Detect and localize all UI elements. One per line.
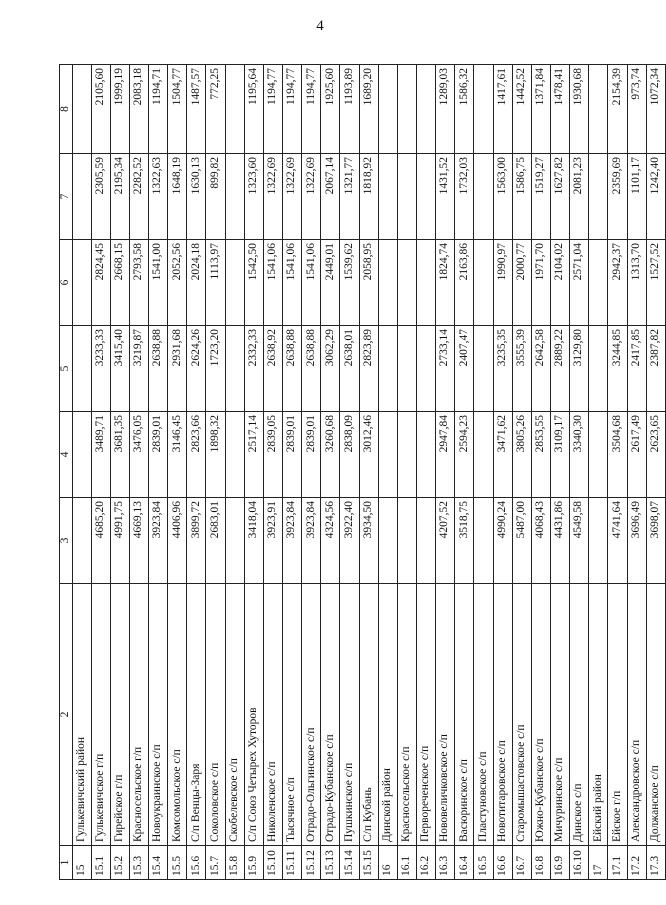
column-header: 6 — [60, 240, 73, 326]
table-row — [72, 65, 91, 880]
row-name-cell: Нововеличковское с/п — [436, 584, 455, 846]
value-cell: 1541,06 — [263, 240, 282, 326]
value-cell — [474, 412, 493, 498]
row-name-cell: Красносельское с/п — [397, 584, 416, 846]
value-cell: 4549,58 — [570, 498, 589, 584]
value-cell: 3923,84 — [302, 498, 321, 584]
value-cell: 1323,60 — [244, 154, 263, 240]
row-name-cell: Красносельское г/п — [129, 584, 148, 846]
value-cell: 2668,15 — [110, 240, 129, 326]
row-index-cell: 17.1 — [608, 846, 627, 880]
value-cell: 3923,84 — [149, 498, 168, 584]
value-cell: 1527,52 — [646, 240, 665, 326]
value-cell: 3696,49 — [627, 498, 646, 584]
value-cell: 3471,62 — [493, 412, 512, 498]
value-cell — [397, 65, 416, 154]
value-cell: 2154,39 — [608, 65, 627, 154]
value-cell: 1648,19 — [168, 154, 187, 240]
value-cell: 3698,07 — [646, 498, 665, 584]
row-name-cell: Новоукраинское с/п — [149, 584, 168, 846]
row-name-cell: Гулькевичский район — [72, 584, 91, 846]
value-cell: 4741,64 — [608, 498, 627, 584]
row-index-cell: 15.12 — [302, 846, 321, 880]
value-cell: 973,74 — [627, 65, 646, 154]
value-cell — [397, 240, 416, 326]
value-cell: 4324,56 — [321, 498, 340, 584]
row-index-cell: 15.4 — [149, 846, 168, 880]
value-cell: 1322,63 — [149, 154, 168, 240]
row-name-cell: Николенское с/п — [263, 584, 282, 846]
table-row — [627, 65, 646, 880]
value-cell: 1818,92 — [359, 154, 378, 240]
row-name-cell: Комсомольское с/п — [168, 584, 187, 846]
value-cell — [589, 154, 608, 240]
value-cell: 1194,77 — [302, 65, 321, 154]
row-index-cell: 16.10 — [570, 846, 589, 880]
value-cell: 1478,41 — [551, 65, 570, 154]
value-cell: 2517,14 — [244, 412, 263, 498]
value-cell: 4207,52 — [436, 498, 455, 584]
value-cell: 2931,68 — [168, 326, 187, 412]
value-cell: 2624,26 — [187, 326, 206, 412]
value-cell: 4991,75 — [110, 498, 129, 584]
value-cell — [417, 412, 436, 498]
value-cell: 2332,33 — [244, 326, 263, 412]
value-cell — [378, 326, 397, 412]
value-cell: 3805,26 — [512, 412, 531, 498]
value-cell: 1487,57 — [187, 65, 206, 154]
value-cell: 1990,97 — [493, 240, 512, 326]
table-row — [551, 65, 570, 880]
value-cell: 1322,69 — [283, 154, 302, 240]
row-name-cell: Должанское с/п — [646, 584, 665, 846]
value-cell: 2282,52 — [129, 154, 148, 240]
value-cell — [378, 240, 397, 326]
value-cell: 2623,65 — [646, 412, 665, 498]
value-cell: 1322,69 — [302, 154, 321, 240]
value-cell: 1723,20 — [206, 326, 225, 412]
row-index-cell: 15.15 — [359, 846, 378, 880]
value-cell: 2638,01 — [340, 326, 359, 412]
value-cell — [72, 412, 91, 498]
value-cell: 2947,84 — [436, 412, 455, 498]
column-header: 7 — [60, 154, 73, 240]
value-cell: 3260,68 — [321, 412, 340, 498]
row-name-cell: Старомышастовское с/п — [512, 584, 531, 846]
value-cell: 1519,27 — [531, 154, 550, 240]
value-cell: 1542,50 — [244, 240, 263, 326]
value-cell: 2000,77 — [512, 240, 531, 326]
value-cell — [589, 498, 608, 584]
value-cell: 3109,17 — [551, 412, 570, 498]
value-cell: 1586,75 — [512, 154, 531, 240]
row-name-cell: Васюринское с/п — [455, 584, 474, 846]
row-index-cell: 15 — [72, 846, 91, 880]
rotated-table-container — [59, 65, 666, 880]
value-cell — [72, 154, 91, 240]
value-cell: 3235,35 — [493, 326, 512, 412]
table-row — [91, 65, 110, 880]
row-index-cell: 16.2 — [417, 846, 436, 880]
value-cell: 2733,14 — [436, 326, 455, 412]
column-header: 5 — [60, 326, 73, 412]
value-cell: 3922,40 — [340, 498, 359, 584]
row-index-cell: 16.1 — [397, 846, 416, 880]
value-cell: 4406,96 — [168, 498, 187, 584]
value-cell: 1242,40 — [646, 154, 665, 240]
value-cell — [417, 326, 436, 412]
table-row — [474, 65, 493, 880]
value-cell: 772,25 — [206, 65, 225, 154]
value-cell: 3062,29 — [321, 326, 340, 412]
value-cell: 1898,32 — [206, 412, 225, 498]
value-cell: 1195,64 — [244, 65, 263, 154]
value-cell — [417, 65, 436, 154]
table-row — [608, 65, 627, 880]
value-cell: 3476,05 — [129, 412, 148, 498]
value-cell — [72, 240, 91, 326]
value-cell: 1627,82 — [551, 154, 570, 240]
table-row — [512, 65, 531, 880]
value-cell — [589, 412, 608, 498]
value-cell: 2052,56 — [168, 240, 187, 326]
row-name-cell: Ейский район — [589, 584, 608, 846]
value-cell — [589, 240, 608, 326]
row-index-cell: 15.5 — [168, 846, 187, 880]
value-cell: 1101,17 — [627, 154, 646, 240]
value-cell: 1824,74 — [436, 240, 455, 326]
value-cell: 2081,23 — [570, 154, 589, 240]
value-cell: 4990,24 — [493, 498, 512, 584]
value-cell: 1930,68 — [570, 65, 589, 154]
value-cell: 3219,87 — [129, 326, 148, 412]
value-cell: 2417,85 — [627, 326, 646, 412]
row-index-cell: 17.3 — [646, 846, 665, 880]
row-index-cell: 15.7 — [206, 846, 225, 880]
table-body — [72, 65, 666, 880]
table-row — [340, 65, 359, 880]
row-index-cell: 16 — [378, 846, 397, 880]
row-index-cell: 15.3 — [129, 846, 148, 880]
value-cell: 1442,52 — [512, 65, 531, 154]
table-row — [206, 65, 225, 880]
value-cell — [474, 240, 493, 326]
table-row — [302, 65, 321, 880]
value-cell: 1072,34 — [646, 65, 665, 154]
value-cell: 1586,32 — [455, 65, 474, 154]
value-cell: 3233,33 — [91, 326, 110, 412]
value-cell: 3012,46 — [359, 412, 378, 498]
row-index-cell: 16.9 — [551, 846, 570, 880]
table-row — [531, 65, 550, 880]
value-cell: 1113,97 — [206, 240, 225, 326]
row-name-cell: Новотитаровское с/п — [493, 584, 512, 846]
value-cell — [378, 65, 397, 154]
table-row — [168, 65, 187, 880]
value-cell — [225, 498, 244, 584]
value-cell: 2638,88 — [283, 326, 302, 412]
value-cell: 1541,00 — [149, 240, 168, 326]
row-name-cell: Соколовское с/п — [206, 584, 225, 846]
value-cell: 2067,14 — [321, 154, 340, 240]
value-cell: 2083,18 — [129, 65, 148, 154]
value-cell — [72, 65, 91, 154]
row-index-cell: 15.13 — [321, 846, 340, 880]
value-cell — [72, 326, 91, 412]
row-name-cell: Скобелевское с/п — [225, 584, 244, 846]
value-cell: 1925,60 — [321, 65, 340, 154]
value-cell — [72, 498, 91, 584]
value-cell — [378, 154, 397, 240]
value-cell: 1194,77 — [263, 65, 282, 154]
value-cell: 1732,03 — [455, 154, 474, 240]
value-cell: 2942,37 — [608, 240, 627, 326]
value-cell — [397, 498, 416, 584]
value-cell: 1194,77 — [283, 65, 302, 154]
value-cell: 2024,18 — [187, 240, 206, 326]
value-cell: 2853,55 — [531, 412, 550, 498]
value-cell: 2638,88 — [302, 326, 321, 412]
value-cell: 1289,03 — [436, 65, 455, 154]
value-cell — [225, 240, 244, 326]
value-cell: 2387,82 — [646, 326, 665, 412]
row-index-cell: 16.4 — [455, 846, 474, 880]
column-header: 8 — [60, 65, 73, 154]
value-cell: 2058,95 — [359, 240, 378, 326]
value-cell: 2839,01 — [283, 412, 302, 498]
value-cell: 2793,58 — [129, 240, 148, 326]
row-index-cell: 17 — [589, 846, 608, 880]
row-index-cell: 16.7 — [512, 846, 531, 880]
value-cell — [474, 65, 493, 154]
value-cell — [417, 154, 436, 240]
row-index-cell: 15.14 — [340, 846, 359, 880]
table-row — [570, 65, 589, 880]
table-row — [436, 65, 455, 880]
value-cell — [474, 326, 493, 412]
value-cell: 2642,58 — [531, 326, 550, 412]
value-cell: 3244,85 — [608, 326, 627, 412]
value-cell: 2449,01 — [321, 240, 340, 326]
table-row — [244, 65, 263, 880]
value-cell: 2638,92 — [263, 326, 282, 412]
value-cell: 2359,69 — [608, 154, 627, 240]
value-cell: 2839,01 — [302, 412, 321, 498]
value-cell: 2838,09 — [340, 412, 359, 498]
value-cell — [225, 65, 244, 154]
row-name-cell: Тысячное с/п — [283, 584, 302, 846]
value-cell: 1371,84 — [531, 65, 550, 154]
row-name-cell: Пушкинское с/п — [340, 584, 359, 846]
value-cell: 2839,01 — [149, 412, 168, 498]
column-header: 4 — [60, 412, 73, 498]
table-row — [110, 65, 129, 880]
value-cell: 3934,50 — [359, 498, 378, 584]
value-cell — [225, 154, 244, 240]
value-cell: 2305,59 — [91, 154, 110, 240]
value-cell: 2105,60 — [91, 65, 110, 154]
value-cell: 1313,70 — [627, 240, 646, 326]
row-index-cell: 15.6 — [187, 846, 206, 880]
value-cell: 2104,02 — [551, 240, 570, 326]
row-index-cell: 16.3 — [436, 846, 455, 880]
value-cell: 3415,40 — [110, 326, 129, 412]
table-row — [187, 65, 206, 880]
table-row — [397, 65, 416, 880]
row-index-cell: 15.9 — [244, 846, 263, 880]
row-index-cell: 15.11 — [283, 846, 302, 880]
value-cell: 2823,89 — [359, 326, 378, 412]
column-header: 1 — [60, 846, 73, 880]
value-cell: 2889,22 — [551, 326, 570, 412]
table-row — [149, 65, 168, 880]
row-name-cell: Ейское г/п — [608, 584, 627, 846]
value-cell: 4068,43 — [531, 498, 550, 584]
row-name-cell: Гулькевичское г/п — [91, 584, 110, 846]
table-row — [417, 65, 436, 880]
table-row — [493, 65, 512, 880]
value-cell: 2163,86 — [455, 240, 474, 326]
row-index-cell: 15.1 — [91, 846, 110, 880]
row-name-cell: С/п Кубань — [359, 584, 378, 846]
value-cell — [417, 240, 436, 326]
value-cell: 2824,45 — [91, 240, 110, 326]
value-cell: 3923,84 — [283, 498, 302, 584]
row-index-cell: 15.10 — [263, 846, 282, 880]
table-row — [225, 65, 244, 880]
row-name-cell: Отрадо-Кубанское с/п — [321, 584, 340, 846]
value-cell: 3899,72 — [187, 498, 206, 584]
value-cell: 3418,04 — [244, 498, 263, 584]
row-index-cell: 16.8 — [531, 846, 550, 880]
value-cell: 2839,05 — [263, 412, 282, 498]
column-header: 3 — [60, 498, 73, 584]
row-name-cell: Динское с/п — [570, 584, 589, 846]
value-cell: 5487,00 — [512, 498, 531, 584]
value-cell — [378, 498, 397, 584]
value-cell — [417, 498, 436, 584]
column-header: 2 — [60, 584, 73, 846]
value-cell — [474, 154, 493, 240]
value-cell: 4685,20 — [91, 498, 110, 584]
value-cell: 1194,71 — [149, 65, 168, 154]
table-row — [589, 65, 608, 880]
value-cell: 1431,52 — [436, 154, 455, 240]
value-cell: 1689,20 — [359, 65, 378, 154]
page-number: 4 — [316, 18, 324, 34]
value-cell: 3923,91 — [263, 498, 282, 584]
data-table — [59, 64, 666, 880]
table-row — [283, 65, 302, 880]
value-cell — [397, 412, 416, 498]
value-cell — [225, 412, 244, 498]
row-index-cell: 16.6 — [493, 846, 512, 880]
table-row — [646, 65, 665, 880]
value-cell: 3504,68 — [608, 412, 627, 498]
value-cell: 2407,47 — [455, 326, 474, 412]
row-name-cell: С/п Венцы-Заря — [187, 584, 206, 846]
value-cell — [397, 154, 416, 240]
table-row — [378, 65, 397, 880]
row-index-cell: 15.2 — [110, 846, 129, 880]
value-cell: 3681,35 — [110, 412, 129, 498]
value-cell — [589, 326, 608, 412]
value-cell: 4669,13 — [129, 498, 148, 584]
value-cell: 3340,30 — [570, 412, 589, 498]
value-cell — [589, 65, 608, 154]
value-cell: 1541,06 — [302, 240, 321, 326]
value-cell — [378, 412, 397, 498]
table-row — [455, 65, 474, 880]
value-cell: 1539,62 — [340, 240, 359, 326]
row-name-cell: Отрадо-Ольгинское с/п — [302, 584, 321, 846]
value-cell: 1563,00 — [493, 154, 512, 240]
value-cell: 2638,88 — [149, 326, 168, 412]
value-cell: 1541,06 — [283, 240, 302, 326]
value-cell — [225, 326, 244, 412]
value-cell: 1999,19 — [110, 65, 129, 154]
value-cell: 3489,71 — [91, 412, 110, 498]
value-cell: 2571,04 — [570, 240, 589, 326]
row-name-cell: Гирейское г/п — [110, 584, 129, 846]
row-name-cell: Пластуновское с/п — [474, 584, 493, 846]
value-cell: 2617,49 — [627, 412, 646, 498]
row-index-cell: 16.5 — [474, 846, 493, 880]
value-cell: 1322,69 — [263, 154, 282, 240]
row-name-cell: Первореченское с/п — [417, 584, 436, 846]
value-cell: 2195,34 — [110, 154, 129, 240]
value-cell: 2594,23 — [455, 412, 474, 498]
value-cell: 3146,45 — [168, 412, 187, 498]
value-cell: 2823,66 — [187, 412, 206, 498]
value-cell: 3555,39 — [512, 326, 531, 412]
row-index-cell: 17.2 — [627, 846, 646, 880]
row-name-cell: Динской район — [378, 584, 397, 846]
row-name-cell: Александровское с/п — [627, 584, 646, 846]
row-name-cell: С/п Союз Четырех Хуторов — [244, 584, 263, 846]
value-cell: 1321,77 — [340, 154, 359, 240]
value-cell: 1971,70 — [531, 240, 550, 326]
value-cell: 2683,01 — [206, 498, 225, 584]
table-row — [263, 65, 282, 880]
value-cell — [474, 498, 493, 584]
table-row — [321, 65, 340, 880]
header-row — [60, 65, 73, 880]
value-cell: 899,82 — [206, 154, 225, 240]
value-cell: 4431,86 — [551, 498, 570, 584]
value-cell: 3129,80 — [570, 326, 589, 412]
value-cell: 1193,89 — [340, 65, 359, 154]
value-cell: 1504,77 — [168, 65, 187, 154]
row-name-cell: Мичуринское с/п — [551, 584, 570, 846]
value-cell: 1630,13 — [187, 154, 206, 240]
row-index-cell: 15.8 — [225, 846, 244, 880]
row-name-cell: Южно-Кубанское с/п — [531, 584, 550, 846]
value-cell: 3518,75 — [455, 498, 474, 584]
table-row — [129, 65, 148, 880]
value-cell: 1417,61 — [493, 65, 512, 154]
table-row — [359, 65, 378, 880]
value-cell — [397, 326, 416, 412]
